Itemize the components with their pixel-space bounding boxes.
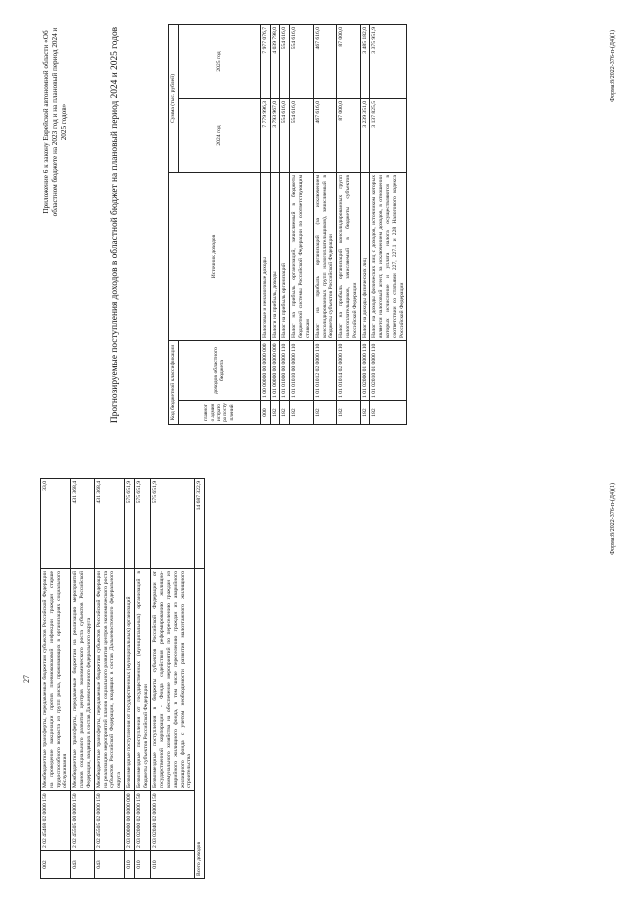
- admin-code: 010: [124, 851, 134, 879]
- revenue-header: доходов областного бюджета: [178, 341, 260, 401]
- amount-2024: 3 793 967,0: [270, 99, 280, 173]
- code-group-header: Код бюджетной классификации: [169, 341, 179, 425]
- amount-2023: 431 368,4: [94, 479, 124, 569]
- annex-header: Приложение 6 к закону Еврейской автономной области «Об областном бюджете на 2023 год и на плановый период 2024 и 2025 годов»: [42, 27, 68, 217]
- revenue-code: 2 02 45505 00 0000 150: [71, 791, 94, 851]
- revenue-forecast-table: [168, 24, 407, 425]
- amount-2025: 554 616,0: [280, 25, 290, 99]
- revenue-name: Безвозмездные поступления от государственных (муниципальных) организаций в бюджеты субъектов Российской Федерации: [134, 569, 151, 791]
- amount-2024: 467 616,0: [313, 99, 336, 173]
- table-row: [337, 25, 360, 425]
- amount-2024: 7 779 996,3: [260, 99, 270, 173]
- amount-2024: 554 616,0: [290, 99, 313, 173]
- amount-2024: 554 616,0: [280, 99, 290, 173]
- y2024-header: 2024 год: [178, 99, 260, 173]
- amount-2023: 575 651,9: [134, 479, 151, 569]
- revenue-name: Межбюджетные трансферты, передаваемые бюджетам субъектов Российской Федерации на проведение вакцинации против пневмококковой инфекции граждан старше трудоспособного возраста из групп риска, проживающих в организациях социального обслуживания: [41, 569, 71, 791]
- revenue-code: 2 03 00000 00 0000 000: [124, 791, 134, 851]
- revenue-name: Межбюджетные трансферты, передаваемые бюджетам на реализацию мероприятий планов социального развития центров экономического роста субъектов Российской Федерации, входящих в состав Дальневосточного федерального округа: [71, 569, 94, 791]
- admin-code: 182: [337, 401, 360, 425]
- amount-2025: 4 039 798,0: [270, 25, 280, 99]
- amount-2024: 3 137 825,5: [370, 99, 407, 173]
- admin-code: 010: [151, 851, 195, 879]
- admin-code: 182: [360, 401, 370, 425]
- admin-code: 002: [41, 851, 71, 879]
- document-title: Прогнозируемые поступления доходов в областной бюджет на плановый период 2024 и 2025 годов: [110, 26, 120, 424]
- revenue-code: 1 01 02000 01 0000 110: [360, 341, 370, 401]
- revenue-code: 1 01 02010 01 0000 110: [370, 341, 407, 401]
- revenue-name: Налоговые и неналоговые доходы: [260, 173, 270, 341]
- admin-code: 182: [290, 401, 313, 425]
- amount-2024: 87 000,0: [337, 99, 360, 173]
- admin-header: главного администратора поступлений: [178, 401, 260, 425]
- amount-2025: 554 616,0: [290, 25, 313, 99]
- amount-2024: 3 239 351,0: [360, 99, 370, 173]
- table-row: [151, 479, 195, 879]
- table-row: [270, 25, 280, 425]
- revenue-name: Налог на прибыль организаций: [280, 173, 290, 341]
- revenue-name: Налог на прибыль организаций, зачисляемый в бюджеты бюджетной системы Российской Федерации по соответствующим ставкам: [290, 173, 313, 341]
- table-row: [313, 25, 336, 425]
- amount-2025: 3 375 951,9: [370, 25, 407, 99]
- sum-group-header: Сумма (тыс. рублей): [169, 25, 179, 173]
- admin-code: 182: [280, 401, 290, 425]
- amount-2025: 7 977 076,7: [260, 25, 270, 99]
- table-row: [260, 25, 270, 425]
- table-row: [71, 479, 94, 879]
- revenue-table-continued: [40, 478, 205, 879]
- revenue-code: 2 02 45468 02 0000 150: [41, 791, 71, 851]
- total-value: 14 687 322,9: [195, 479, 205, 569]
- admin-code: 182: [313, 401, 336, 425]
- table-row: [124, 479, 134, 879]
- amount-2025: 87 000,0: [337, 25, 360, 99]
- page-number: 27: [22, 675, 31, 683]
- total-label: Всего доходов: [195, 569, 205, 879]
- table-row: [280, 25, 290, 425]
- y2025-header: 2025 год: [178, 25, 260, 99]
- admin-code: 043: [71, 851, 94, 879]
- revenue-name: Налог на прибыль организаций (за исключением консолидированных групп налогоплательщиков), зачисляемый в бюджеты субъектов Российской Федерации: [313, 173, 336, 341]
- revenue-code: 2 03 02000 02 0000 150: [134, 791, 151, 851]
- amount-2025: 467 616,0: [313, 25, 336, 99]
- revenue-code: 1 01 00000 00 0000 000: [270, 341, 280, 401]
- amount-2025: 3 485 182,0: [360, 25, 370, 99]
- revenue-code: 2 02 45505 02 0000 150: [94, 791, 124, 851]
- revenue-code: 1 01 01014 02 0000 110: [337, 341, 360, 401]
- left-page: [0, 453, 636, 905]
- page-footer: Форма:8/2022-376-п-(Д4)(1): [610, 30, 616, 102]
- table-row: [134, 479, 151, 879]
- admin-code: 182: [270, 401, 280, 425]
- source-header: Источник доходов: [169, 173, 261, 341]
- page-footer: Форма:8/2022-376-п-(Д4)(1): [610, 483, 616, 555]
- revenue-name: Налог на прибыль организаций консолидированных групп налогоплательщиков, зачисляемый в бюджеты субъектов Российской Федерации: [337, 173, 360, 341]
- amount-2023: 575 651,9: [124, 479, 134, 569]
- table-row: [360, 25, 370, 425]
- revenue-code: 1 01 01010 00 0000 110: [290, 341, 313, 401]
- revenue-name: Межбюджетные трансферты, передаваемые бюджетам субъектов Российской Федерации на реализацию мероприятий планов социального развития центров экономического роста субъектов Российской Федерации, входящих в состав Дальневосточного федерального округа: [94, 569, 124, 791]
- revenue-code: 1 01 01000 00 0000 110: [280, 341, 290, 401]
- admin-code: 043: [94, 851, 124, 879]
- admin-code: 182: [370, 401, 407, 425]
- amount-2023: 575 651,9: [151, 479, 195, 569]
- revenue-code: 1 00 00000 00 0000 000: [260, 341, 270, 401]
- total-row: [195, 479, 205, 879]
- revenue-name: Налог на доходы физических лиц с доходов, источником которых является налоговый агент, за исключением доходов, в отношении которых исчисление и уплата налога осуществляются в соответствии со статьями 227, 227.1 и 228 Налогового кодекса Российской Федерации: [370, 173, 407, 341]
- admin-code: 000: [260, 401, 270, 425]
- revenue-name: Безвозмездные поступления от государственных (муниципальных) организаций: [124, 569, 134, 791]
- revenue-name: Налог на доходы физических лиц: [360, 173, 370, 341]
- admin-code: 010: [134, 851, 151, 879]
- table-row: [290, 25, 313, 425]
- revenue-name: Безвозмездные поступления в бюджеты субъектов Российской Федерации от государственной корпорации - Фонда содействия реформированию жилищно-коммунального хозяйства на обеспечение мероприятий по переселению граждан из аварийного жилищного фонда, в том числе переселению граждан из аварийного жилищного фонда с учетом необходимости развития малоэтажного жилищного строительства: [151, 569, 195, 791]
- amount-2023: 431 368,4: [71, 479, 94, 569]
- table-row: [41, 479, 71, 879]
- table-row: [370, 25, 407, 425]
- amount-2023: 33,0: [41, 479, 71, 569]
- revenue-code: 1 01 01012 02 0000 110: [313, 341, 336, 401]
- revenue-code: 2 03 02040 02 0000 150: [151, 791, 195, 851]
- table-row: [94, 479, 124, 879]
- revenue-name: Налоги на прибыль, доходы: [270, 173, 280, 341]
